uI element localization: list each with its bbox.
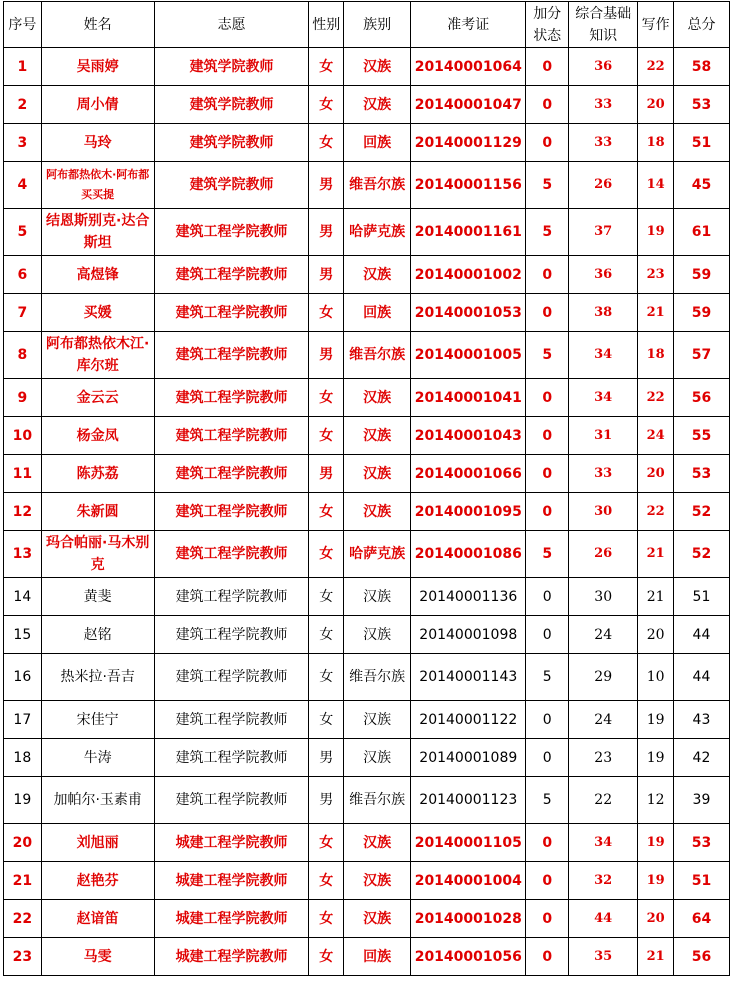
cell-exam-id: 20140001161 [411,209,526,256]
cell-basic: 30 [569,578,638,616]
cell-bonus: 0 [526,48,569,86]
cell-writing: 20 [638,616,674,654]
header-exam-id: 准考证 [411,2,526,48]
cell-total: 52 [673,531,729,578]
cell-no: 15 [4,616,42,654]
cell-exam-id: 20140001041 [411,379,526,417]
cell-ethnicity: 汉族 [344,417,411,455]
cell-writing: 12 [638,777,674,824]
cell-exam-id: 20140001105 [411,824,526,862]
cell-name: 赵艳芬 [41,862,154,900]
cell-basic: 34 [569,379,638,417]
cell-bonus: 5 [526,531,569,578]
cell-ethnicity: 维吾尔族 [344,654,411,701]
cell-no: 20 [4,824,42,862]
cell-writing: 21 [638,938,674,976]
cell-total: 51 [673,862,729,900]
cell-exam-id: 20140001136 [411,578,526,616]
cell-no: 18 [4,739,42,777]
cell-name: 玛合帕丽·马木别克 [41,531,154,578]
cell-writing: 21 [638,578,674,616]
cell-name: 马玲 [41,124,154,162]
cell-writing: 22 [638,379,674,417]
cell-exam-id: 20140001064 [411,48,526,86]
cell-sex: 女 [309,900,344,938]
cell-choice: 建筑工程学院教师 [154,455,309,493]
cell-choice: 建筑工程学院教师 [154,209,309,256]
cell-no: 10 [4,417,42,455]
cell-basic: 32 [569,862,638,900]
table-row [4,256,730,294]
table-row [4,616,730,654]
cell-no: 16 [4,654,42,701]
cell-name: 牛涛 [41,739,154,777]
cell-ethnicity: 哈萨克族 [344,531,411,578]
cell-basic: 36 [569,256,638,294]
cell-total: 53 [673,824,729,862]
cell-name: 杨金凤 [41,417,154,455]
cell-name: 赵铭 [41,616,154,654]
cell-exam-id: 20140001129 [411,124,526,162]
table-row [4,777,730,824]
cell-writing: 19 [638,739,674,777]
cell-total: 42 [673,739,729,777]
cell-ethnicity: 汉族 [344,48,411,86]
cell-writing: 14 [638,162,674,209]
cell-no: 11 [4,455,42,493]
cell-bonus: 0 [526,824,569,862]
cell-bonus: 0 [526,701,569,739]
cell-name: 热米拉·吾吉 [41,654,154,701]
cell-name: 马雯 [41,938,154,976]
cell-ethnicity: 回族 [344,938,411,976]
table-row [4,86,730,124]
cell-bonus: 0 [526,739,569,777]
cell-sex: 女 [309,578,344,616]
cell-total: 52 [673,493,729,531]
cell-no: 4 [4,162,42,209]
cell-name: 朱新圆 [41,493,154,531]
cell-choice: 建筑工程学院教师 [154,739,309,777]
cell-total: 58 [673,48,729,86]
cell-bonus: 0 [526,294,569,332]
cell-ethnicity: 汉族 [344,493,411,531]
cell-ethnicity: 汉族 [344,739,411,777]
cell-bonus: 0 [526,256,569,294]
cell-no: 17 [4,701,42,739]
cell-no: 9 [4,379,42,417]
cell-basic: 24 [569,616,638,654]
table-row [4,824,730,862]
cell-ethnicity: 汉族 [344,455,411,493]
cell-exam-id: 20140001043 [411,417,526,455]
cell-writing: 20 [638,900,674,938]
cell-no: 14 [4,578,42,616]
cell-name: 黄斐 [41,578,154,616]
cell-total: 61 [673,209,729,256]
cell-bonus: 0 [526,86,569,124]
cell-no: 3 [4,124,42,162]
cell-ethnicity: 汉族 [344,824,411,862]
cell-basic: 36 [569,48,638,86]
cell-name: 阿布都热依木江·库尔班 [41,332,154,379]
cell-writing: 22 [638,48,674,86]
cell-writing: 21 [638,531,674,578]
table-row [4,209,730,256]
header-row [4,2,730,48]
cell-exam-id: 20140001156 [411,162,526,209]
table-row [4,455,730,493]
cell-total: 56 [673,938,729,976]
cell-exam-id: 20140001056 [411,938,526,976]
cell-basic: 31 [569,417,638,455]
cell-choice: 建筑工程学院教师 [154,417,309,455]
cell-total: 53 [673,455,729,493]
cell-sex: 女 [309,862,344,900]
header-bonus: 加分状态 [526,2,569,48]
cell-writing: 19 [638,824,674,862]
cell-total: 44 [673,616,729,654]
cell-sex: 女 [309,654,344,701]
cell-name: 金云云 [41,379,154,417]
cell-bonus: 0 [526,379,569,417]
cell-bonus: 5 [526,332,569,379]
cell-exam-id: 20140001002 [411,256,526,294]
cell-ethnicity: 汉族 [344,256,411,294]
cell-exam-id: 20140001004 [411,862,526,900]
cell-basic: 35 [569,938,638,976]
table-row [4,379,730,417]
cell-no: 6 [4,256,42,294]
cell-choice: 城建工程学院教师 [154,824,309,862]
cell-name: 吴雨婷 [41,48,154,86]
cell-choice: 建筑工程学院教师 [154,654,309,701]
cell-sex: 女 [309,86,344,124]
cell-basic: 34 [569,332,638,379]
cell-sex: 女 [309,824,344,862]
cell-basic: 34 [569,824,638,862]
cell-bonus: 0 [526,616,569,654]
cell-basic: 44 [569,900,638,938]
header-name: 姓名 [41,2,154,48]
cell-sex: 女 [309,531,344,578]
cell-total: 44 [673,654,729,701]
cell-no: 13 [4,531,42,578]
cell-basic: 30 [569,493,638,531]
cell-choice: 城建工程学院教师 [154,938,309,976]
cell-exam-id: 20140001053 [411,294,526,332]
cell-sex: 女 [309,493,344,531]
table-row [4,294,730,332]
cell-total: 64 [673,900,729,938]
cell-sex: 男 [309,332,344,379]
cell-basic: 38 [569,294,638,332]
cell-choice: 建筑学院教师 [154,48,309,86]
cell-name: 陈苏荔 [41,455,154,493]
cell-ethnicity: 汉族 [344,616,411,654]
cell-total: 39 [673,777,729,824]
cell-choice: 建筑工程学院教师 [154,701,309,739]
cell-writing: 20 [638,86,674,124]
cell-ethnicity: 汉族 [344,900,411,938]
cell-bonus: 5 [526,654,569,701]
cell-total: 51 [673,124,729,162]
cell-total: 51 [673,578,729,616]
cell-exam-id: 20140001098 [411,616,526,654]
cell-sex: 女 [309,417,344,455]
cell-no: 19 [4,777,42,824]
cell-sex: 男 [309,455,344,493]
cell-basic: 22 [569,777,638,824]
cell-name: 赵谙笛 [41,900,154,938]
table-row [4,654,730,701]
cell-writing: 19 [638,701,674,739]
cell-bonus: 0 [526,124,569,162]
cell-total: 55 [673,417,729,455]
cell-basic: 33 [569,86,638,124]
cell-sex: 男 [309,777,344,824]
cell-sex: 女 [309,938,344,976]
cell-total: 43 [673,701,729,739]
cell-no: 12 [4,493,42,531]
cell-sex: 女 [309,48,344,86]
cell-basic: 24 [569,701,638,739]
table-row [4,862,730,900]
header-no: 序号 [4,2,42,48]
cell-ethnicity: 汉族 [344,862,411,900]
cell-name: 阿布都热依木·阿布都买买提 [41,162,154,209]
table-row [4,124,730,162]
cell-basic: 33 [569,455,638,493]
cell-ethnicity: 维吾尔族 [344,332,411,379]
cell-choice: 建筑学院教师 [154,162,309,209]
cell-bonus: 0 [526,417,569,455]
cell-exam-id: 20140001047 [411,86,526,124]
cell-no: 21 [4,862,42,900]
cell-choice: 建筑学院教师 [154,86,309,124]
cell-basic: 29 [569,654,638,701]
cell-name: 宋佳宁 [41,701,154,739]
cell-sex: 女 [309,294,344,332]
header-writing: 写作 [638,2,674,48]
cell-sex: 女 [309,379,344,417]
table-row [4,900,730,938]
cell-sex: 女 [309,616,344,654]
cell-choice: 建筑学院教师 [154,124,309,162]
cell-exam-id: 20140001066 [411,455,526,493]
cell-bonus: 0 [526,900,569,938]
cell-ethnicity: 维吾尔族 [344,777,411,824]
cell-ethnicity: 回族 [344,294,411,332]
cell-name: 加帕尔·玉素甫 [41,777,154,824]
cell-no: 1 [4,48,42,86]
cell-exam-id: 20140001005 [411,332,526,379]
cell-writing: 18 [638,124,674,162]
cell-choice: 城建工程学院教师 [154,862,309,900]
cell-bonus: 5 [526,162,569,209]
cell-total: 56 [673,379,729,417]
cell-ethnicity: 汉族 [344,379,411,417]
cell-ethnicity: 汉族 [344,701,411,739]
table-row [4,531,730,578]
header-basic: 综合基础知识 [569,2,638,48]
cell-basic: 37 [569,209,638,256]
cell-basic: 26 [569,162,638,209]
cell-no: 22 [4,900,42,938]
cell-bonus: 0 [526,938,569,976]
cell-ethnicity: 汉族 [344,86,411,124]
cell-choice: 建筑工程学院教师 [154,616,309,654]
cell-bonus: 0 [526,455,569,493]
cell-basic: 26 [569,531,638,578]
cell-name: 高煜锋 [41,256,154,294]
cell-choice: 建筑工程学院教师 [154,332,309,379]
results-table [3,1,730,976]
table-row [4,48,730,86]
cell-name: 买媛 [41,294,154,332]
cell-sex: 男 [309,739,344,777]
cell-writing: 20 [638,455,674,493]
cell-total: 45 [673,162,729,209]
cell-total: 59 [673,294,729,332]
cell-choice: 建筑工程学院教师 [154,294,309,332]
cell-sex: 男 [309,256,344,294]
table-row [4,493,730,531]
cell-writing: 21 [638,294,674,332]
cell-no: 8 [4,332,42,379]
cell-no: 5 [4,209,42,256]
cell-exam-id: 20140001095 [411,493,526,531]
cell-basic: 33 [569,124,638,162]
cell-choice: 建筑工程学院教师 [154,256,309,294]
header-ethnicity: 族别 [344,2,411,48]
cell-bonus: 0 [526,493,569,531]
cell-exam-id: 20140001086 [411,531,526,578]
cell-total: 57 [673,332,729,379]
cell-writing: 24 [638,417,674,455]
table-row [4,417,730,455]
cell-writing: 18 [638,332,674,379]
cell-no: 2 [4,86,42,124]
table-row [4,332,730,379]
cell-sex: 女 [309,124,344,162]
header-sex: 性别 [309,2,344,48]
cell-writing: 23 [638,256,674,294]
cell-no: 23 [4,938,42,976]
cell-exam-id: 20140001028 [411,900,526,938]
header-total: 总分 [673,2,729,48]
cell-choice: 建筑工程学院教师 [154,578,309,616]
cell-sex: 男 [309,162,344,209]
cell-exam-id: 20140001089 [411,739,526,777]
cell-choice: 建筑工程学院教师 [154,493,309,531]
cell-total: 59 [673,256,729,294]
cell-no: 7 [4,294,42,332]
cell-bonus: 5 [526,777,569,824]
cell-exam-id: 20140001122 [411,701,526,739]
table-row [4,739,730,777]
cell-writing: 22 [638,493,674,531]
table-row [4,701,730,739]
header-choice: 志愿 [154,2,309,48]
cell-choice: 建筑工程学院教师 [154,379,309,417]
cell-writing: 10 [638,654,674,701]
cell-ethnicity: 汉族 [344,578,411,616]
cell-sex: 女 [309,701,344,739]
cell-bonus: 0 [526,862,569,900]
cell-total: 53 [673,86,729,124]
cell-basic: 23 [569,739,638,777]
cell-ethnicity: 哈萨克族 [344,209,411,256]
table-row [4,578,730,616]
cell-ethnicity: 维吾尔族 [344,162,411,209]
cell-ethnicity: 回族 [344,124,411,162]
cell-writing: 19 [638,209,674,256]
table-row [4,162,730,209]
cell-choice: 建筑工程学院教师 [154,777,309,824]
cell-choice: 建筑工程学院教师 [154,531,309,578]
cell-name: 周小倩 [41,86,154,124]
cell-name: 结恩斯别克·达合斯坦 [41,209,154,256]
cell-choice: 城建工程学院教师 [154,900,309,938]
cell-sex: 男 [309,209,344,256]
table-row [4,938,730,976]
cell-bonus: 5 [526,209,569,256]
cell-exam-id: 20140001143 [411,654,526,701]
cell-exam-id: 20140001123 [411,777,526,824]
cell-writing: 19 [638,862,674,900]
table-body [4,48,730,976]
cell-bonus: 0 [526,578,569,616]
cell-name: 刘旭丽 [41,824,154,862]
